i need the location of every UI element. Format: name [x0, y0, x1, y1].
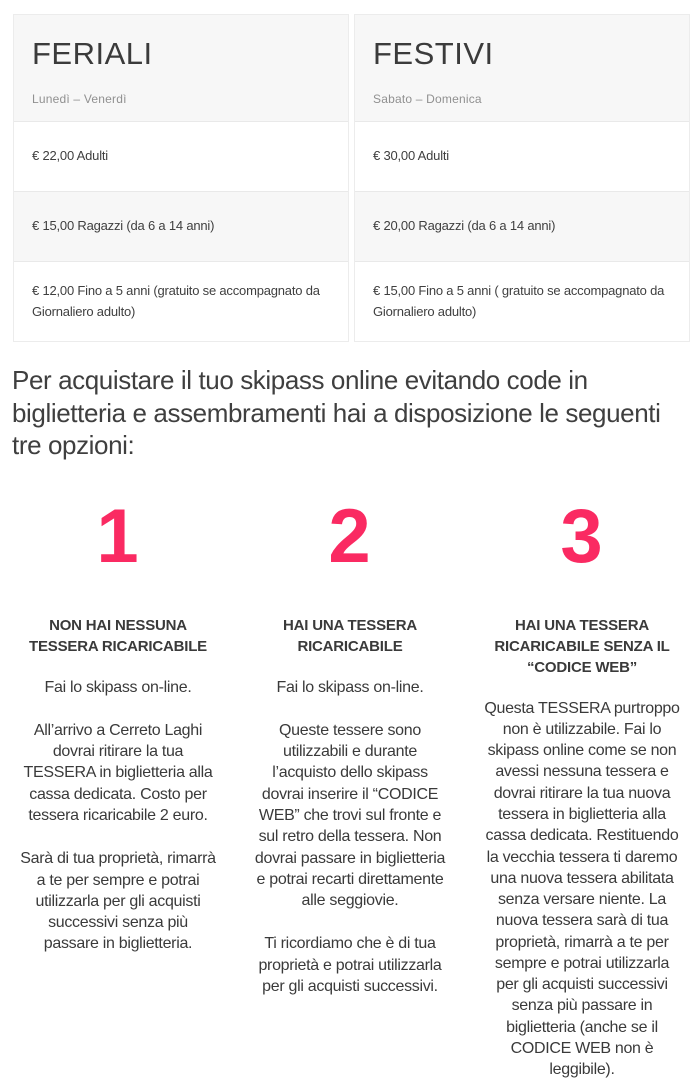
price-table-festivi [354, 14, 690, 342]
price-table-feriali-header [14, 15, 348, 121]
skipass-options [0, 495, 700, 1080]
option-2-paragraph: Ti ricordiamo che è di tua proprietà e potrai utilizzarla per gli acquisti successivi. [258, 935, 442, 995]
option-1-paragraph: All’arrivo a Cerreto Laghi dovrai ritirare la tua TESSERA in biglietteria alla cassa dedicata. Costo per tessera ricaricabile 2 euro. [23, 721, 213, 824]
option-1-paragraph: Fai lo skipass on-line. [44, 678, 192, 696]
festivi-row-bambini: € 15,00 Fino a 5 anni ( gratuito se accompagnato da Giornaliero adulto) [355, 261, 689, 342]
option-1-paragraph: Sarà di tua proprietà, rimarrà a te per sempre e potrai utilizzarla per gli acquisti successivi senza più passare in biglietteria. [20, 850, 216, 953]
option-2-text [252, 677, 448, 997]
option-3-number: 3 [560, 494, 604, 580]
option-1 [20, 495, 216, 1080]
option-2-number: 2 [328, 494, 372, 580]
price-table-feriali-title: FERIALI [32, 36, 153, 71]
pricing-tables [0, 0, 700, 342]
price-table-festivi-subtitle: Sabato – Domenica [373, 92, 482, 107]
festivi-row-ragazzi: € 20,00 Ragazzi (da 6 a 14 anni) [355, 191, 689, 261]
option-3 [484, 495, 680, 1080]
intro-text: Per acquistare il tuo skipass online evitando code in biglietteria e assembramenti hai a disposizione le seguenti tre opzioni: [12, 365, 661, 460]
option-2-heading: HAI UNA TESSERA RICARICABILE [283, 616, 417, 655]
feriali-row-bambini: € 12,00 Fino a 5 anni (gratuito se accompagnato da Giornaliero adulto) [14, 261, 348, 342]
option-3-text [484, 698, 680, 1080]
option-3-paragraph: Questa TESSERA purtroppo non è utilizzabile. Fai lo skipass online come se non avessi nessuna tessera e dovrai ritirare la tua nuova tessera in biglietteria alla cassa dedicata. Restituendo la vecchia tessera ti daremo una nuova tessera abilitata senza versare niente. La nuova tessera sarà di tua proprietà, rimarrà a te per sempre e potrai utilizzarla per gli acquisti successivi senza più passare in biglietteria (anche se il CODICE WEB non è leggibile). [484, 699, 680, 1079]
feriali-row-ragazzi: € 15,00 Ragazzi (da 6 a 14 anni) [14, 191, 348, 261]
festivi-row-adulti: € 30,00 Adulti [355, 121, 689, 191]
option-1-text [20, 677, 216, 955]
feriali-row-adulti: € 22,00 Adulti [14, 121, 348, 191]
option-1-number: 1 [96, 494, 140, 580]
option-2-paragraph: Queste tessere sono utilizzabili e durante l’acquisto dello skipass dovrai inserire il “CODICE WEB” che trovi sul fronte e sul retro della tessera. Non dovrai passare in biglietteria e potrai recarti direttamente alle seggiovie. [254, 721, 446, 910]
option-1-heading: NON HAI NESSUNA TESSERA RICARICABILE [29, 616, 207, 655]
option-2-paragraph: Fai lo skipass on-line. [276, 678, 424, 696]
price-table-festivi-header [355, 15, 689, 121]
option-2 [252, 495, 448, 1080]
option-3-heading: HAI UNA TESSERA RICARICABILE SENZA IL “CODICE WEB” [494, 616, 670, 676]
price-table-feriali [13, 14, 349, 342]
price-table-festivi-title: FESTIVI [373, 36, 494, 71]
price-table-feriali-subtitle: Lunedì – Venerdì [32, 92, 127, 107]
